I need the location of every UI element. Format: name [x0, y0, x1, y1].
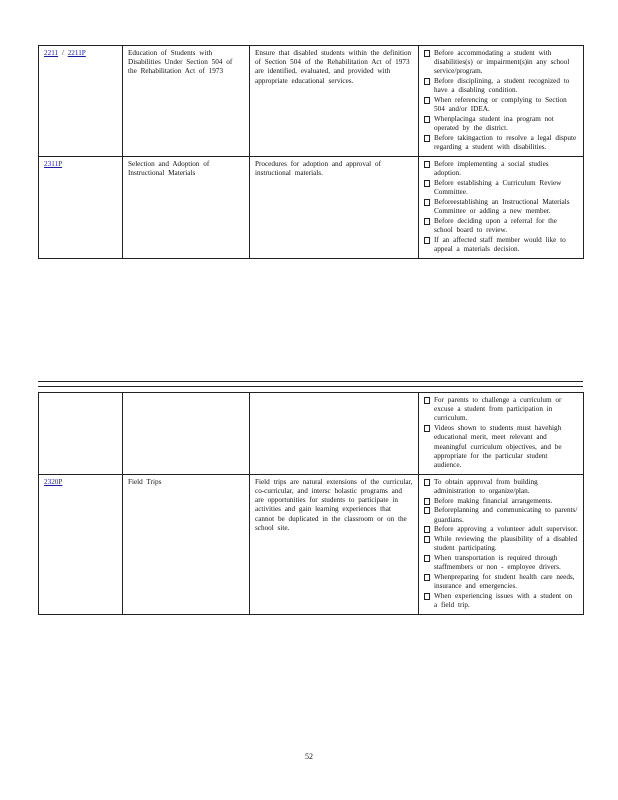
- square-bullet-icon: [424, 574, 430, 581]
- policy-title-cell: Education of Students with Disabilities Under Section 504 of the Rehabilitation Act of 1973: [123, 46, 250, 157]
- square-bullet-icon: [424, 97, 430, 104]
- policy-code-cell: [39, 156, 123, 258]
- policy-row: [39, 46, 584, 157]
- when-to-use-text: Before disciplining, a student recognized to have a disabling condition.: [434, 77, 570, 95]
- square-bullet-icon: [424, 237, 430, 244]
- table-break-rule-bottom: [38, 386, 583, 387]
- square-bullet-icon: [424, 593, 430, 600]
- when-to-use-list: [424, 478, 578, 611]
- when-to-use-text: When transportation is required through staffmembers or non - employee drivers.: [434, 554, 561, 572]
- square-bullet-icon: [424, 50, 430, 57]
- when-to-use-item: [424, 554, 578, 572]
- when-to-use-list: [424, 49, 578, 152]
- when-to-use-list: [424, 396, 578, 470]
- when-to-use-text: Whenpreparing for student health care needs, insurance and emergencies.: [434, 572, 575, 591]
- when-to-use-item: [424, 115, 578, 133]
- policy-purpose-cell: [250, 393, 419, 475]
- when-to-use-item: [424, 424, 578, 470]
- policy-code-link[interactable]: 2311P: [44, 159, 63, 168]
- square-bullet-icon: [424, 199, 430, 206]
- policy-table-bottom: [38, 392, 584, 615]
- square-bullet-icon: [424, 397, 430, 404]
- policy-title-cell: [123, 393, 250, 475]
- policy-code-cell: [39, 46, 123, 157]
- square-bullet-icon: [424, 526, 430, 533]
- when-to-use-item: [424, 478, 578, 496]
- square-bullet-icon: [424, 180, 430, 187]
- policy-when-cell: [419, 46, 584, 157]
- policy-code-link[interactable]: 2320P: [44, 477, 63, 486]
- policy-when-cell: [419, 474, 584, 614]
- square-bullet-icon: [424, 498, 430, 505]
- when-to-use-text: Before implementing a social studies adoption.: [434, 159, 549, 178]
- when-to-use-text: Beforeestablishing an Instructional Materials Committee or adding a new member.: [434, 197, 570, 215]
- square-bullet-icon: [424, 555, 430, 562]
- policy-row: [39, 393, 584, 475]
- when-to-use-text: While reviewing the plausibility of a disabled student participating.: [434, 535, 578, 553]
- policy-when-cell: [419, 393, 584, 475]
- when-to-use-text: If an affected staff member would like to appeal a materials decision.: [434, 235, 566, 253]
- when-to-use-item: [424, 49, 578, 77]
- when-to-use-text: Before deciding upon a referral for the school board to review.: [434, 216, 557, 234]
- when-to-use-item: [424, 535, 578, 553]
- square-bullet-icon: [424, 425, 430, 432]
- square-bullet-icon: [424, 536, 430, 543]
- page-number: 52: [305, 752, 313, 761]
- when-to-use-item: [424, 573, 578, 591]
- policy-table-top-body: [39, 46, 584, 259]
- when-to-use-item: [424, 396, 578, 424]
- when-to-use-text: Videos shown to students must havehigh educational merit, meet relevant and meaningful curriculum objectives, and be appropriate for the particular student audience.: [434, 424, 562, 470]
- square-bullet-icon: [424, 161, 430, 168]
- when-to-use-item: [424, 236, 578, 254]
- when-to-use-item: [424, 497, 578, 506]
- policy-code-cell: [39, 393, 123, 475]
- square-bullet-icon: [424, 116, 430, 123]
- policy-table-top: [38, 45, 584, 259]
- when-to-use-text: When referencing or complying to Section 504 and/or IDEA.: [434, 96, 567, 114]
- policy-row: [39, 156, 584, 258]
- when-to-use-text: Beforeplanning and communicating to parents/ guardians.: [434, 506, 578, 524]
- square-bullet-icon: [424, 507, 430, 514]
- square-bullet-icon: [424, 135, 430, 142]
- when-to-use-text: Before accommodating a student with disabilities(s) or impairment(s)in any school service/program.: [434, 49, 570, 76]
- when-to-use-item: [424, 134, 578, 152]
- policy-code-link[interactable]: 2211: [44, 49, 59, 57]
- policy-row: [39, 474, 584, 614]
- when-to-use-text: When experiencing issues with a student on a field trip.: [434, 591, 573, 610]
- when-to-use-text: To obtain approval from building administration to organize/plan.: [434, 477, 538, 495]
- policy-purpose-cell: Ensure that disabled students within the definition of Section 504 of the Rehabilitation Act of 1973 are identified, evaluated, and provided with appropriate educational services.: [250, 46, 419, 157]
- policy-purpose-cell: Field trips are natural extensions of the curricular, co-curricular, and intersc holastic programs and are opportunities for students to participate in activities and gain learning experiences that cannot be duplicated in the classroom or on the school site.: [250, 474, 419, 614]
- when-to-use-list: [424, 160, 578, 254]
- policy-title-cell: Field Trips: [123, 474, 250, 614]
- when-to-use-item: [424, 77, 578, 95]
- square-bullet-icon: [424, 78, 430, 85]
- when-to-use-text: For parents to challenge a curriculum or excuse a student from participation in curriculum.: [434, 396, 562, 423]
- square-bullet-icon: [424, 479, 430, 486]
- when-to-use-item: [424, 160, 578, 178]
- square-bullet-icon: [424, 218, 430, 225]
- policy-code-link[interactable]: 2211P: [67, 49, 86, 57]
- when-to-use-text: Before takingaction to resolve a legal dispute regarding a student with disabilities.: [434, 133, 577, 152]
- when-to-use-item: [424, 96, 578, 114]
- policy-title-cell: Selection and Adoption of Instructional Materials: [123, 156, 250, 258]
- when-to-use-item: [424, 217, 578, 235]
- policy-code-cell: [39, 474, 123, 614]
- when-to-use-item: [424, 179, 578, 197]
- policy-purpose-cell: Procedures for adoption and approval of instructional materials.: [250, 156, 419, 258]
- when-to-use-item: [424, 198, 578, 216]
- when-to-use-text: Before approving a volunteer adult supervisor.: [434, 525, 578, 534]
- when-to-use-item: [424, 506, 578, 524]
- when-to-use-text: Before establishing a Curriculum Review Committee.: [434, 178, 562, 197]
- policy-when-cell: [419, 156, 584, 258]
- when-to-use-item: [424, 592, 578, 610]
- policy-code-separator: /: [58, 49, 68, 57]
- when-to-use-text: Before making financial arrangements.: [434, 496, 553, 505]
- when-to-use-item: [424, 525, 578, 534]
- policy-table-bottom-body: [39, 393, 584, 615]
- table-break-rule-top: [38, 381, 583, 382]
- when-to-use-text: Whenplacinga student ina program not operated by the district.: [434, 115, 554, 133]
